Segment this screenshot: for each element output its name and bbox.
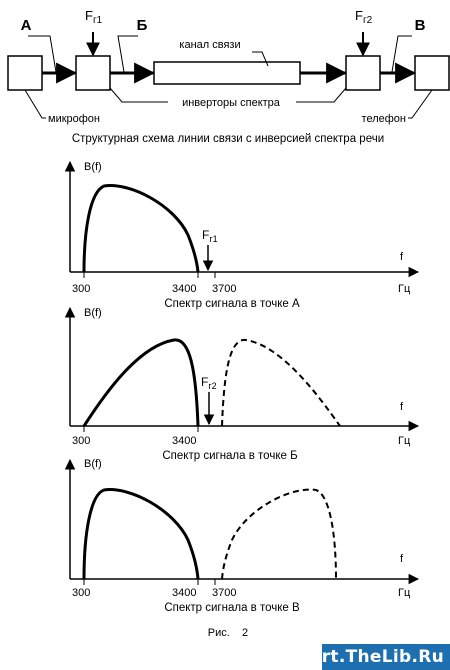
chart-v-title: Спектр сигнала в точке В: [164, 602, 300, 614]
inverter-block-2: [346, 56, 380, 90]
chart-b-series-0: [84, 340, 198, 426]
chart-a-title: Спектр сигнала в точке А: [164, 298, 300, 310]
diagram-caption: Структурная схема линии связи с инверсией спектра речи: [71, 133, 385, 145]
fg1-label: $F_{г1}$: [85, 8, 103, 26]
point-a-label: А: [20, 17, 32, 34]
chart-a-ylabel: B(f): [84, 161, 102, 173]
chart-a-marker-label: $F_{г1}$: [202, 228, 218, 244]
chart-b: [70, 307, 418, 462]
microphone-block: [8, 56, 42, 90]
point-v-label: В: [414, 17, 426, 34]
channel-block: [154, 62, 300, 84]
chart-b-unit: Гц: [398, 435, 411, 447]
chart-v: [70, 458, 418, 614]
chart-a-unit: Гц: [398, 283, 411, 295]
inverters-label: инверторы спектра: [182, 97, 280, 109]
fg2-label: $F_{г2}$: [355, 8, 373, 26]
chart-v-xlabel: f: [400, 553, 404, 565]
leader-b: [118, 36, 138, 72]
chart-b-tick-label-0: 300: [72, 435, 91, 447]
chart-v-tick-label-1: 3400: [172, 587, 197, 599]
watermark-text: Art.TheLib.Ru: [308, 647, 444, 667]
chart-b-xlabel: f: [400, 401, 404, 413]
point-b-label: Б: [136, 17, 148, 34]
microphone-label: микрофон: [48, 113, 100, 125]
chart-b-tick-label-1: 3400: [172, 435, 197, 447]
chart-a: [70, 161, 418, 310]
chart-v-series-0: [84, 490, 198, 579]
leader-phone: [408, 90, 432, 118]
leader-inverter-2: [296, 88, 346, 102]
chart-v-unit: Гц: [398, 587, 411, 599]
figure-caption: Рис. 2: [207, 627, 249, 639]
phone-label: телефон: [361, 113, 406, 125]
chart-a-tick-label-1: 3400: [172, 283, 197, 295]
chart-a-tick-label-0: 300: [72, 283, 91, 295]
chart-b-title: Спектр сигнала в точке Б: [162, 450, 298, 462]
phone-block: [415, 56, 449, 90]
chart-a-tick-label-2: 3700: [212, 283, 237, 295]
chart-b-ylabel: B(f): [84, 307, 102, 319]
leader-v: [392, 36, 412, 72]
chart-v-ylabel: B(f): [84, 458, 102, 470]
leader-microphone: [25, 90, 46, 118]
chart-b-marker-label: $F_{г2}$: [201, 375, 217, 391]
chart-v-series-1: [222, 490, 336, 579]
chart-v-tick-label-2: 3700: [212, 587, 237, 599]
inverter-block-1: [76, 56, 110, 90]
chart-v-tick-label-0: 300: [72, 587, 91, 599]
leader-inverter-1: [110, 88, 168, 102]
channel-label: канал связи: [179, 39, 241, 51]
chart-a-series-0: [84, 186, 198, 272]
chart-a-xlabel: f: [400, 251, 404, 263]
block-diagram: [8, 8, 449, 145]
chart-b-series-1: [222, 340, 340, 426]
